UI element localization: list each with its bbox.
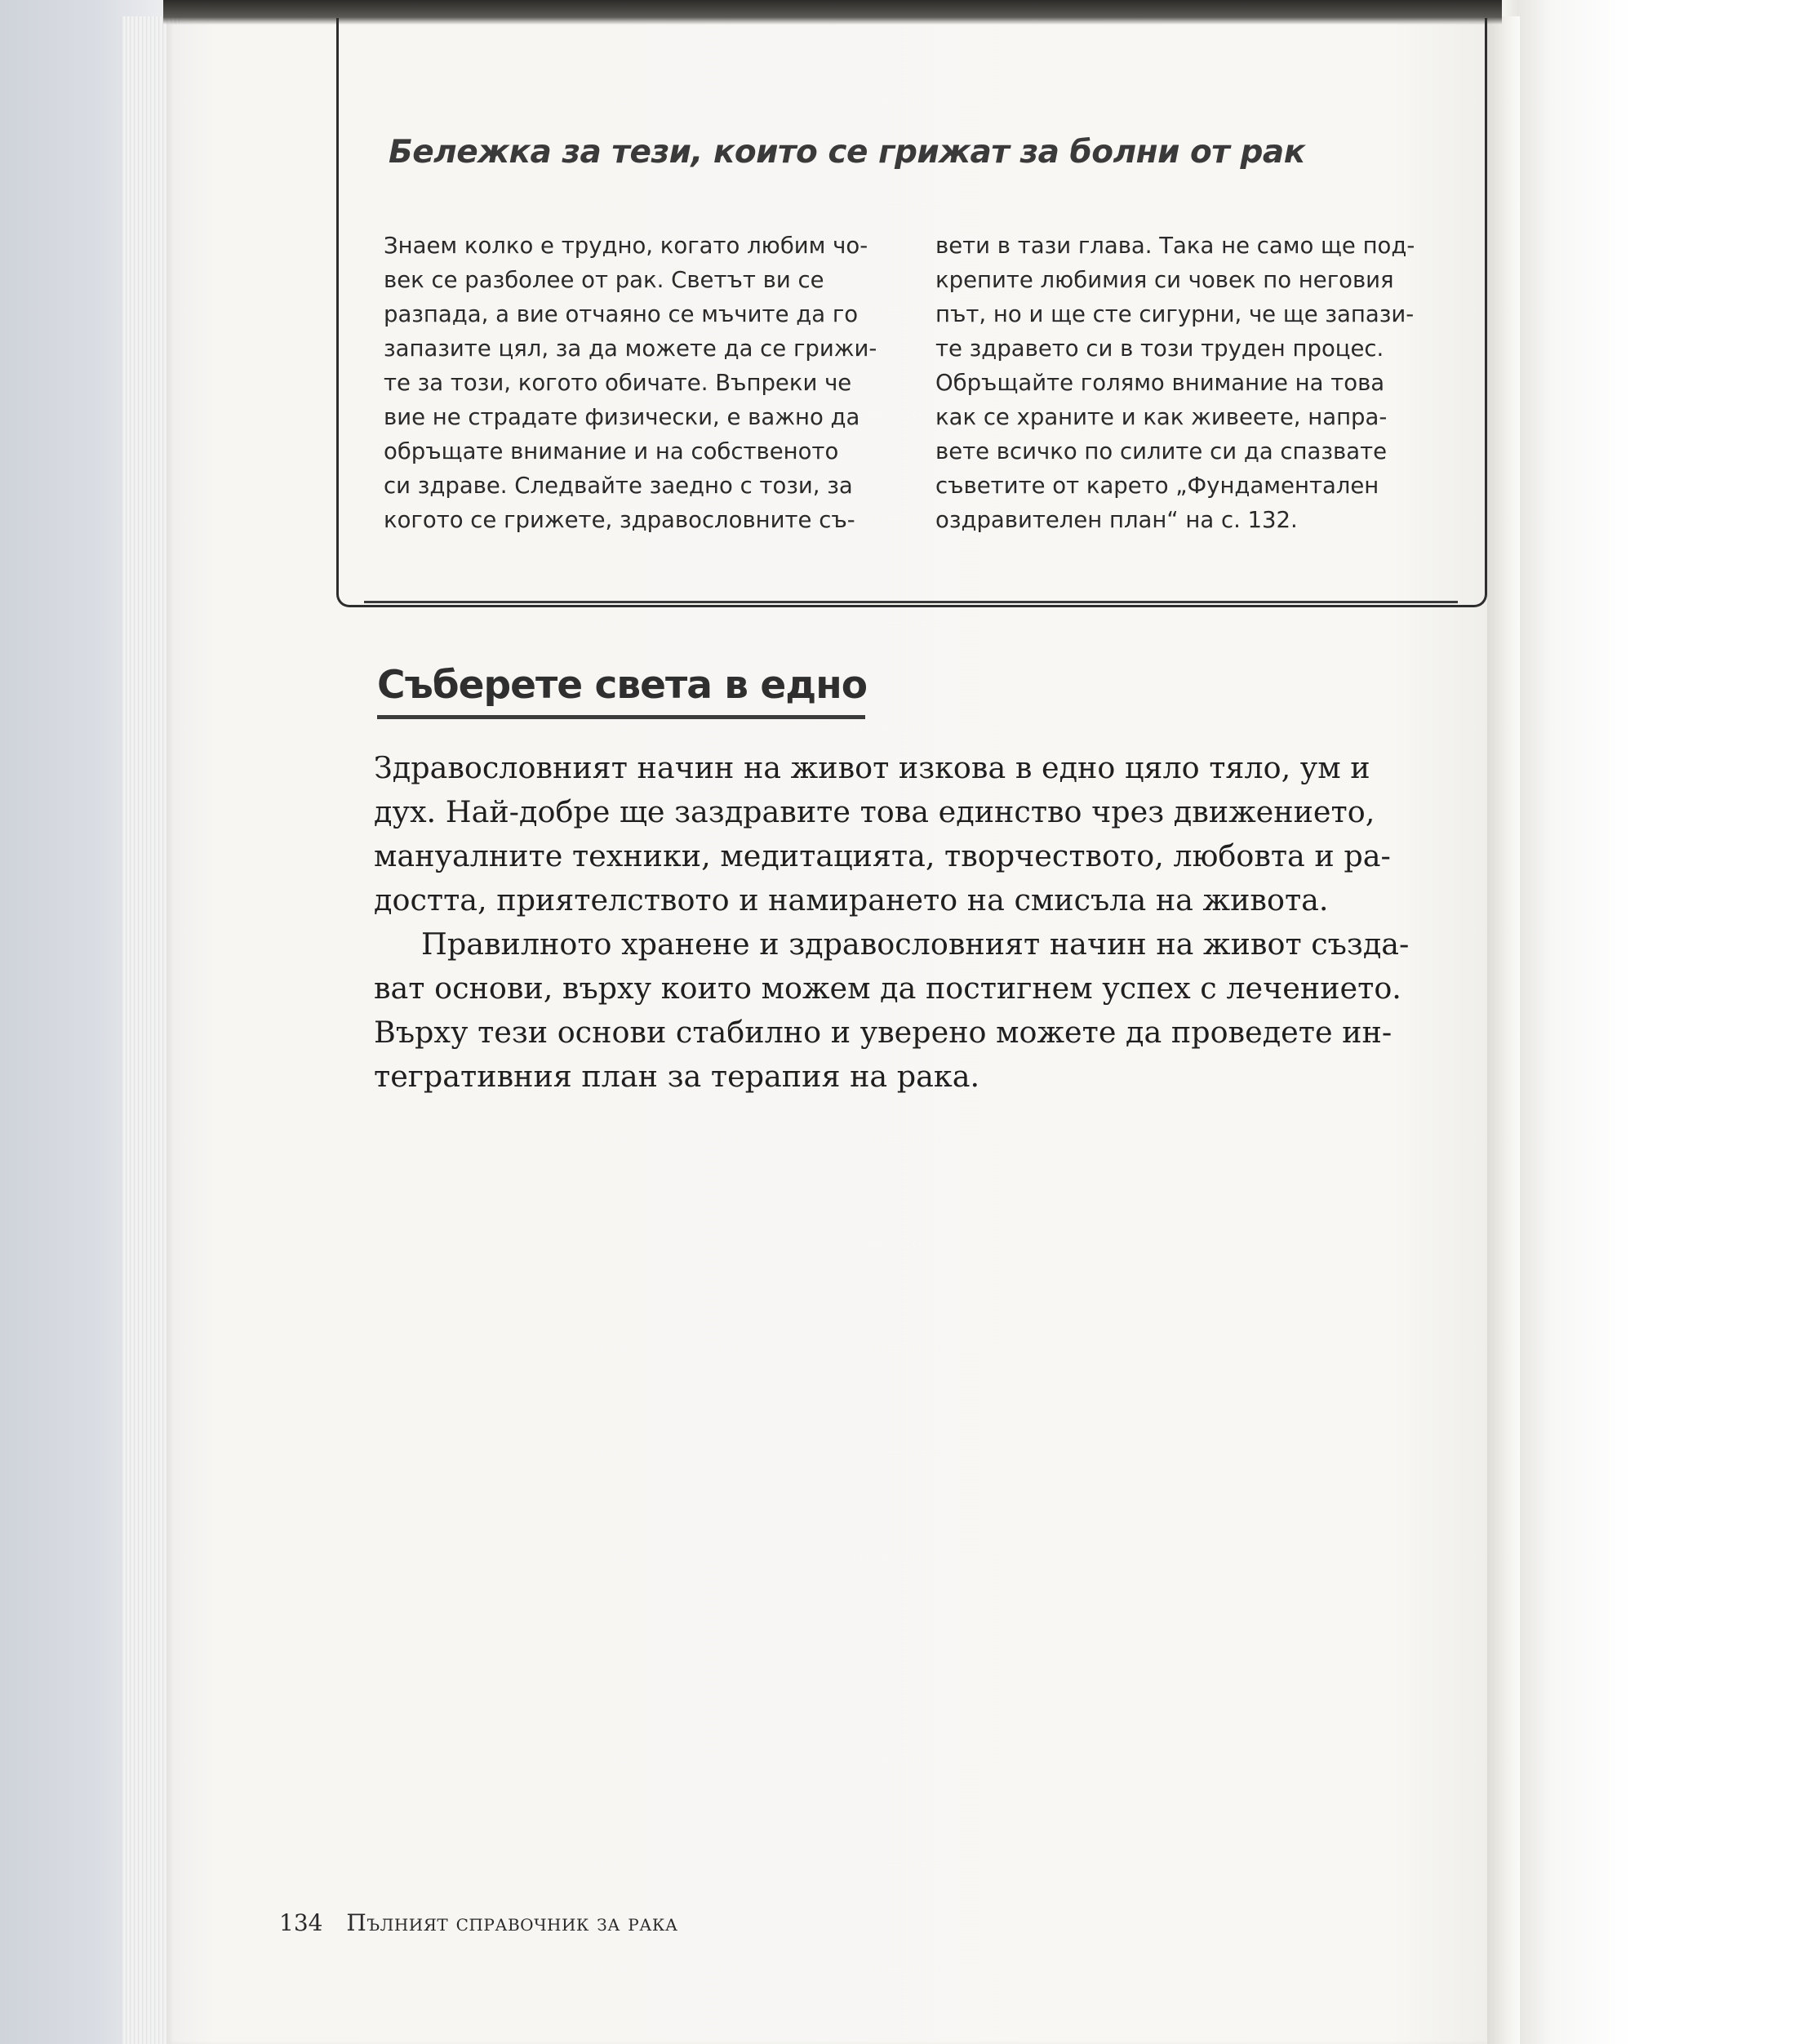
paragraph-line: Правилното хранене и здравословният начин на живот създа- <box>421 926 1410 962</box>
paragraph-line: тегративния план за терапия на рака. <box>374 1059 980 1094</box>
paragraph-line: ват основи, върху които можем да постигнем успех с лечението. <box>374 971 1401 1006</box>
note-column-left <box>384 229 895 537</box>
note-title: Бележка за тези, които се грижат за болни от рак <box>389 134 1305 171</box>
note-line: вие не страдате физически, е важно да <box>384 404 860 430</box>
note-line: запазите цял, за да можете да се грижи- <box>384 335 877 362</box>
note-line: те за този, когото обичате. Въпреки че <box>384 370 852 396</box>
note-line: съветите от карето „Фундаментален <box>935 473 1379 499</box>
note-line: когото се грижете, здравословните съ- <box>384 507 855 533</box>
paragraph-line: Здравословният начин на живот изкова в едно цяло тяло, ум и <box>374 750 1370 785</box>
note-line: как се храните и как живеете, напра- <box>935 404 1388 430</box>
note-line: Обръщайте голямо внимание на това <box>935 370 1385 396</box>
running-title: Пълният справочник за рака <box>346 1909 678 1936</box>
note-line: крепите любимия си човек по неговия <box>935 267 1394 293</box>
note-line: си здраве. Следвайте заедно с този, за <box>384 473 853 499</box>
page-fold <box>1487 16 1520 2044</box>
note-line: вети в тази глава. Така не само ще под- <box>935 233 1415 259</box>
note-column-right <box>935 229 1450 537</box>
section-heading: Съберете света в едно <box>377 663 868 708</box>
note-box-bottom-rule <box>364 601 1458 603</box>
note-line: разпада, а вие отчаяно се мъчите да го <box>384 301 859 327</box>
note-line: те здравето си в този труден процес. <box>935 335 1384 362</box>
paragraph-line: дух. Най-добре ще заздравите това единство чрез движението, <box>374 794 1375 829</box>
note-line: вете всичко по силите си да спазвате <box>935 438 1388 464</box>
page-number: 134 <box>279 1909 323 1936</box>
note-line: обръщате внимание и на собственото <box>384 438 839 464</box>
page-footer <box>279 1909 678 1936</box>
note-line: Знаем колко е трудно, когато любим чо- <box>384 233 868 259</box>
note-line: оздравителен план“ на с. 132. <box>935 507 1298 533</box>
paragraph-line: достта, приятелството и намирането на смисъла на живота. <box>374 882 1329 918</box>
note-line: път, но и ще сте сигурни, че ще запази- <box>935 301 1415 327</box>
paragraph-line: мануалните техники, медитацията, творчеството, любовта и ра- <box>374 838 1391 873</box>
note-line: век се разболее от рак. Светът ви се <box>384 267 824 293</box>
body-text <box>374 746 1443 1099</box>
heading-underline <box>377 715 865 719</box>
paragraph-line: Върху тези основи стабилно и уверено можете да проведете ин- <box>374 1015 1393 1050</box>
